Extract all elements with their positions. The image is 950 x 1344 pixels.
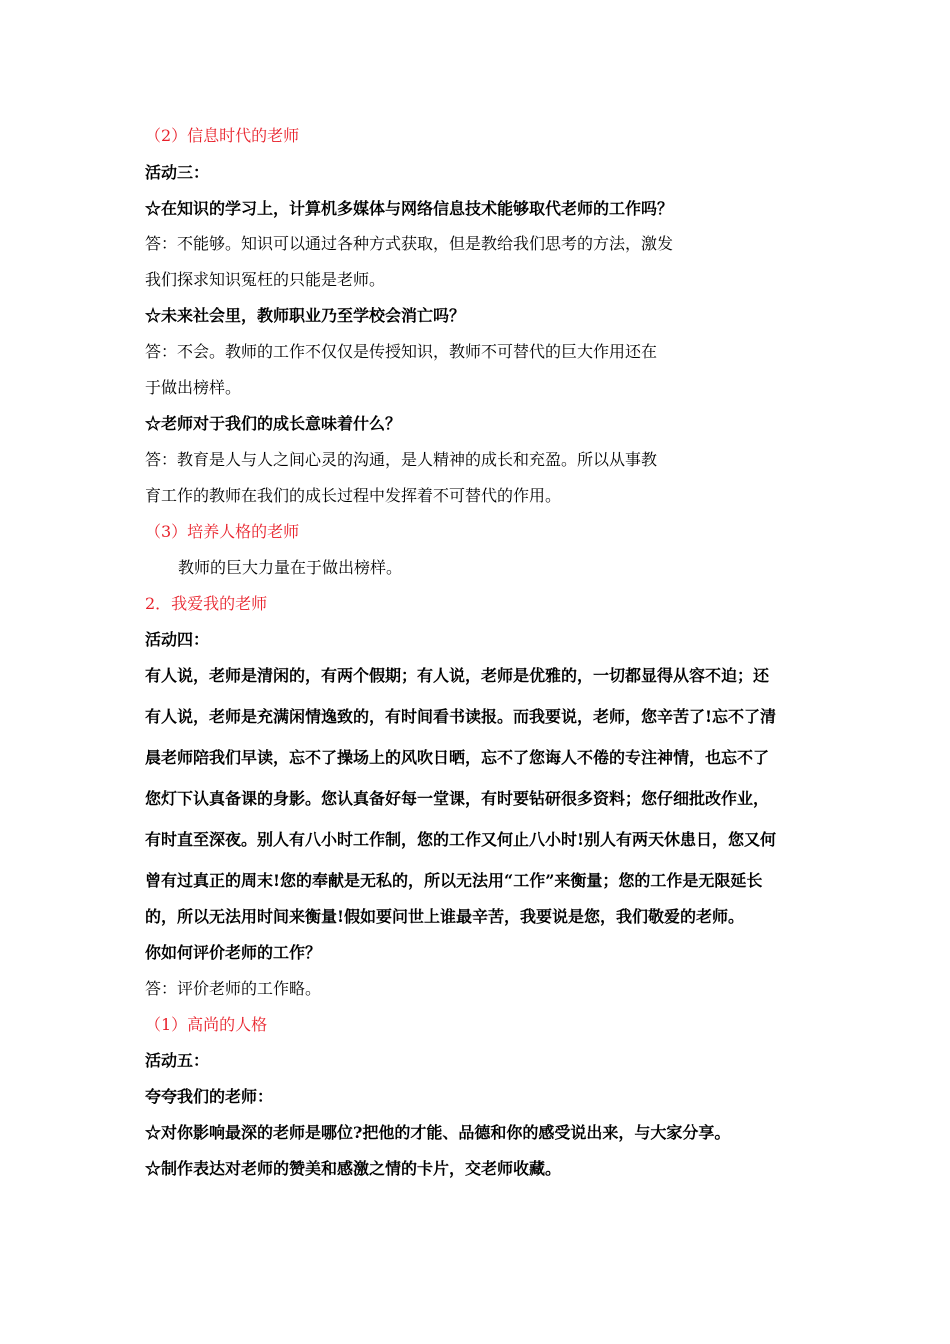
question-multimedia-replace-teacher: ☆在知识的学习上，计算机多媒体与网络信息技术能够取代老师的工作吗？ xyxy=(145,199,674,218)
subsection-heading-info-age-teacher: （2）信息时代的老师 xyxy=(145,126,300,145)
paragraph-line-1: 有人说，老师是清闲的，有两个假期；有人说，老师是优雅的，一切都显得从容不迫；还 xyxy=(145,666,770,685)
answer-line-1: 答：不能够。知识可以通过各种方式获取，但是教给我们思考的方法，激发 xyxy=(145,234,674,253)
paragraph-line-4: 您灯下认真备课的身影。您认真备好每一堂课，有时要钻研很多资料；您仔细批改作业， xyxy=(145,789,770,808)
question-teacher-profession-disappear: ☆未来社会里，教师职业乃至学校会消亡吗？ xyxy=(145,306,466,325)
paragraph-line-3: 晨老师陪我们早读，忘不了操场上的风吹日晒，忘不了您诲人不倦的专注神情，也忘不了 xyxy=(145,748,770,767)
paragraph-line-2: 有人说，老师是充满闲情逸致的，有时间看书读报。而我要说，老师，您辛苦了!忘不了清 xyxy=(145,707,777,726)
answer-line-5: 答：教育是人与人之间心灵的沟通，是人精神的成长和充盈。所以从事教 xyxy=(145,450,658,469)
section-heading-love-teacher: 2．我爱我的老师 xyxy=(145,594,268,613)
answer-line-3: 答：不会。教师的工作不仅仅是传授知识，教师不可替代的巨大作用还在 xyxy=(145,342,658,361)
praise-teacher-heading: 夸夸我们的老师： xyxy=(145,1087,274,1106)
activity-five-label: 活动五： xyxy=(145,1051,210,1070)
question-evaluate-teacher: 你如何评价老师的工作？ xyxy=(145,943,322,962)
paragraph-line-5: 有时直至深夜。别人有八小时工作制，您的工作又何止八小时!别人有两天休患日，您又何 xyxy=(145,830,777,849)
answer-evaluate-teacher: 答：评价老师的工作略。 xyxy=(145,979,322,998)
statement-teacher-power: 教师的巨大力量在于做出榜样。 xyxy=(178,558,403,577)
paragraph-line-6: 曾有过真正的周末!您的奉献是无私的，所以无法用“工作”来衡量；您的工作是无限延长 xyxy=(145,871,763,890)
subsection-heading-personality-teacher: （3）培养人格的老师 xyxy=(145,522,300,541)
activity-four-label: 活动四： xyxy=(145,630,210,649)
answer-line-4: 于做出榜样。 xyxy=(145,378,242,397)
subsection-heading-noble-personality: （1）高尚的人格 xyxy=(145,1015,268,1034)
task-make-thank-you-card: ☆制作表达对老师的赞美和感激之情的卡片，交老师收藏。 xyxy=(145,1159,562,1178)
activity-three-label: 活动三： xyxy=(145,163,210,182)
paragraph-line-7: 的，所以无法用时间来衡量!假如要问世上谁最辛苦，我要说是您，我们敬爱的老师。 xyxy=(145,907,745,926)
answer-line-2: 我们探求知识冤枉的只能是老师。 xyxy=(145,270,386,289)
answer-line-6: 育工作的教师在我们的成长过程中发挥着不可替代的作用。 xyxy=(145,486,562,505)
task-share-influential-teacher: ☆对你影响最深的老师是哪位?把他的才能、品德和你的感受说出来，与大家分享。 xyxy=(145,1123,731,1142)
question-teacher-meaning-growth: ☆老师对于我们的成长意味着什么？ xyxy=(145,414,402,433)
